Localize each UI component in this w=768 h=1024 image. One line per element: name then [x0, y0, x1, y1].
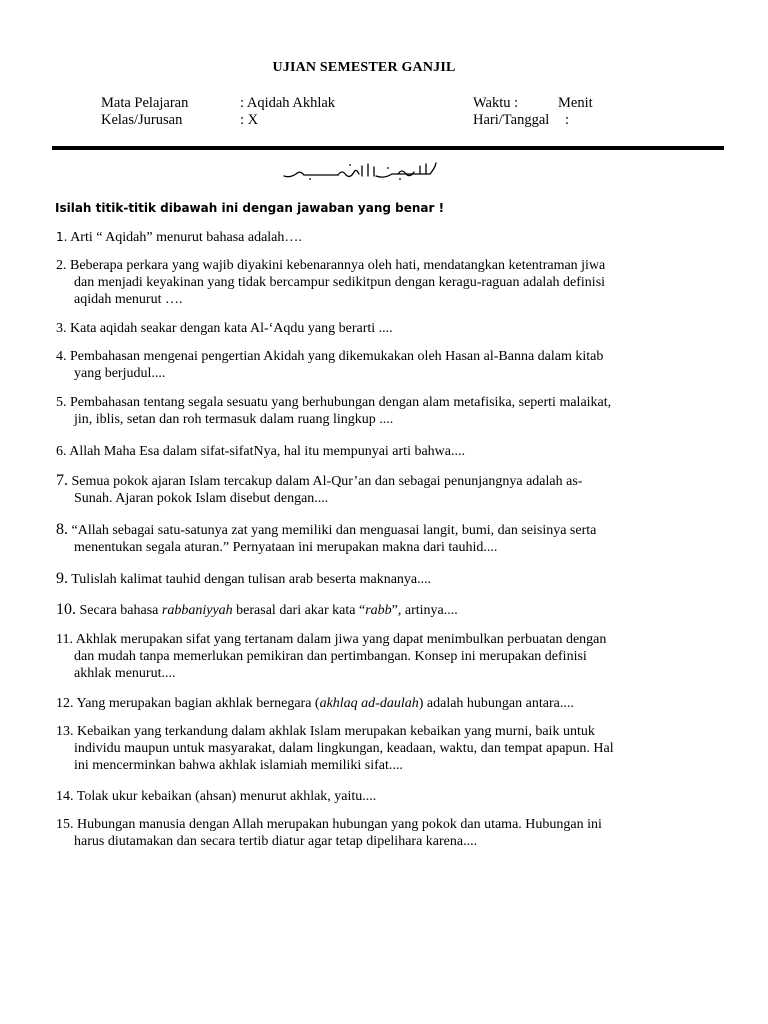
question-9: [56, 570, 696, 588]
question-text: Akhlak merupakan sifat yang tertanam dalam jiwa yang dapat menimbulkan perbuatan dengan: [75, 632, 607, 647]
question-1: [56, 229, 696, 246]
question-15: [56, 816, 696, 850]
question-5: [56, 394, 696, 428]
question-text: Semua pokok ajaran Islam tercakup dalam Al-Qur’an dan sebagai penunjangnya adalah as-: [71, 474, 583, 489]
question-text: Beberapa perkara yang wajib diyakini kebenarannya oleh hati, mendatangkan ketentraman jiwa: [70, 258, 606, 273]
question-12: [56, 695, 696, 712]
class-label: Kelas/Jurusan: [101, 112, 183, 128]
question-4: [56, 348, 696, 382]
question-text: ”, artinya....: [391, 603, 458, 618]
question-text: menentukan segala aturan.” Pernyataan ini merupakan makna dari tauhid....: [74, 540, 498, 555]
question-number: 10.: [56, 601, 76, 618]
question-3: [56, 320, 696, 337]
question-text: akhlak menurut....: [74, 666, 176, 681]
question-number: 2.: [56, 258, 67, 273]
question-number: 1.: [56, 230, 68, 244]
question-number: 11.: [56, 632, 73, 647]
question-text: Allah Maha Esa dalam sifat-sifatNya, hal itu mempunyai arti bahwa....: [69, 444, 466, 459]
day-value: :: [565, 112, 570, 128]
question-number: 5.: [56, 395, 67, 410]
term-rabb: rabb: [365, 603, 392, 618]
question-text: Sunah. Ajaran pokok Islam disebut dengan....: [74, 491, 329, 506]
subject-label: Mata Pelajaran: [101, 95, 189, 111]
question-text: Secara bahasa: [79, 603, 162, 618]
question-14: [56, 788, 696, 805]
question-number: 8.: [56, 521, 68, 538]
instruction-text: Isilah titik-titik dibawah ini dengan jawaban yang benar !: [55, 201, 445, 215]
question-2: [56, 257, 696, 308]
question-text: Hubungan manusia dengan Allah merupakan hubungan yang pokok dan utama. Hubungan ini: [77, 817, 602, 832]
question-13: [56, 723, 696, 774]
question-text: Kebaikan yang terkandung dalam akhlak Islam merupakan kebaikan yang murni, baik untuk: [77, 724, 595, 739]
question-text: Pembahasan mengenai pengertian Akidah yang dikemukakan oleh Hasan al-Banna dalam kitab: [70, 349, 604, 364]
question-number: 7.: [56, 472, 68, 489]
question-text: aqidah menurut ….: [74, 292, 183, 307]
question-text: “Allah sebagai satu-satunya zat yang memiliki dan menguasai langit, bumi, dan seisinya serta: [71, 523, 597, 538]
question-text: Tolak ukur kebaikan (ahsan) menurut akhlak, yaitu....: [76, 789, 377, 804]
question-text: Arti “ Aqidah” menurut bahasa adalah….: [70, 230, 302, 245]
subject-value: : Aqidah Akhlak: [240, 95, 336, 111]
question-text: Tulislah kalimat tauhid dengan tulisan arab beserta maknanya....: [71, 572, 432, 587]
question-text: Pembahasan tentang segala sesuatu yang berhubungan dengan alam metafisika, seperti malaikat,: [70, 395, 612, 410]
question-text: ) adalah hubungan antara....: [418, 696, 574, 711]
day-label: Hari/Tanggal: [473, 112, 550, 128]
question-text: Yang merupakan bagian akhlak bernegara (: [76, 696, 320, 711]
question-11: [56, 631, 696, 682]
class-value: : X: [240, 112, 259, 128]
question-number: 4.: [56, 349, 67, 364]
question-10: [56, 601, 696, 619]
question-text: jin, iblis, setan dan roh termasuk dalam ruang lingkup ....: [74, 412, 394, 427]
question-number: 9.: [56, 570, 68, 587]
question-text: yang berjudul....: [74, 366, 166, 381]
question-number: 15.: [56, 817, 74, 832]
question-text: berasal dari akar kata “: [232, 603, 366, 618]
question-text: dan menjadi keyakinan yang tidak bercampur sedikitpun dengan keragu-raguan adalah definisi: [74, 275, 606, 290]
question-text: ini mencerminkan bahwa akhlak islamiah memiliki sifat....: [74, 758, 403, 773]
question-7: [56, 472, 696, 507]
time-label: Waktu :: [473, 95, 519, 111]
question-text: dan mudah tanpa memerlukan pemikiran dan pertimbangan. Konsep ini merupakan definisi: [74, 649, 587, 664]
question-text: Kata aqidah seakar dengan kata Al-‘Aqdu yang berarti ....: [70, 321, 393, 336]
question-number: 12.: [56, 696, 74, 711]
question-number: 13.: [56, 724, 74, 739]
question-text: individu maupun untuk masyarakat, dalam lingkungan, keadaan, waktu, dan tempat apapun. Hal: [74, 741, 614, 756]
term-rabbaniyyah: rabbaniyyah: [161, 603, 233, 618]
exam-title: UJIAN SEMESTER GANJIL: [272, 60, 456, 75]
question-text: harus diutamakan dan secara tertib diatur agar tetap dipelihara karena....: [74, 834, 478, 849]
question-6: [56, 443, 696, 460]
question-8: [56, 521, 696, 556]
question-number: 14.: [56, 789, 74, 804]
header-divider: [52, 146, 724, 150]
question-number: 3.: [56, 321, 67, 336]
basmala-calligraphy: [280, 160, 440, 182]
time-value: Menit: [558, 95, 593, 111]
question-number: 6.: [56, 444, 67, 459]
term-akhlaq-ad-daulah: akhlaq ad-daulah: [319, 696, 419, 711]
